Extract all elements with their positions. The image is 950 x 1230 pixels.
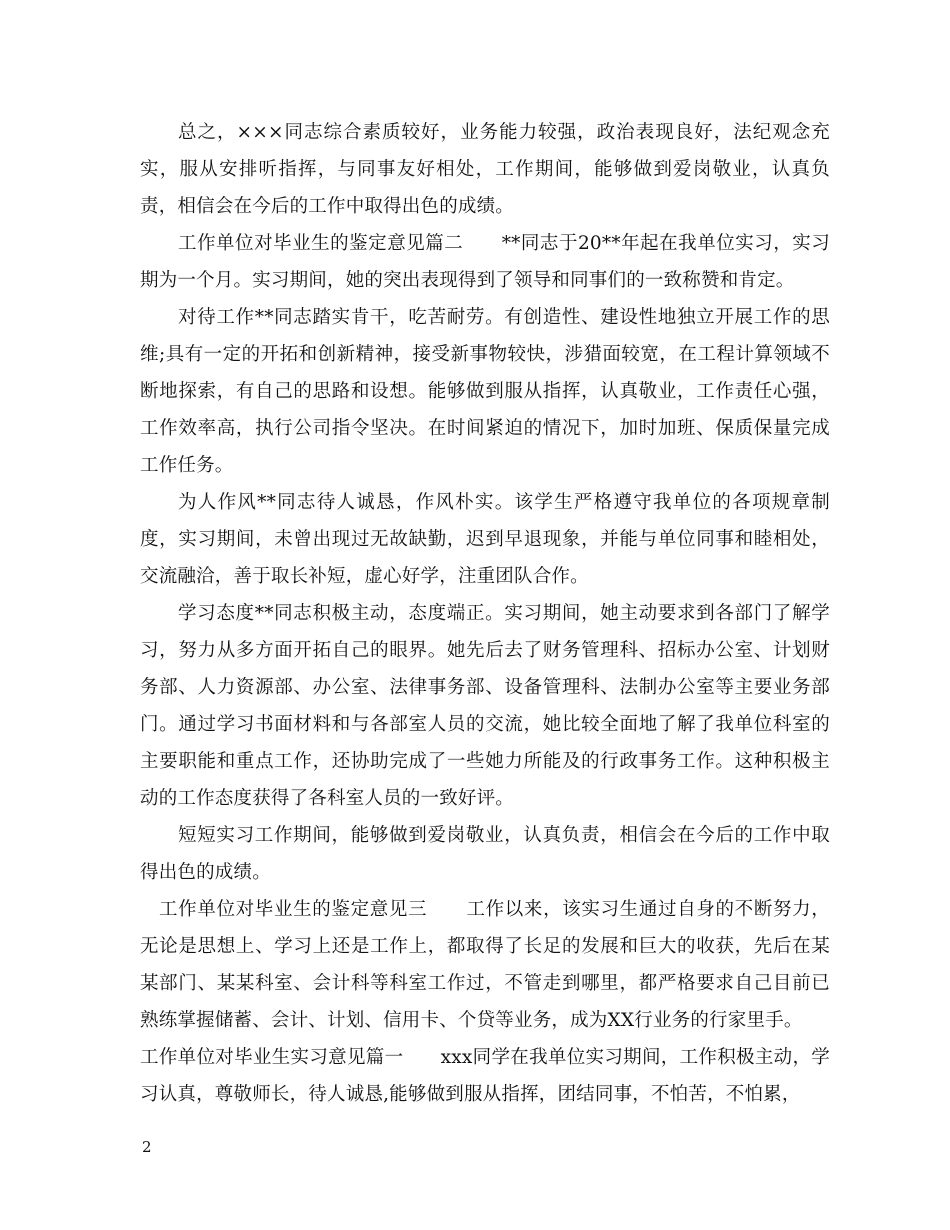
section-heading: 工作单位对毕业生的鉴定意见三 <box>159 899 428 920</box>
paragraph-personal-style <box>140 484 830 595</box>
paragraph-text: xxx同学在我单位实习期间，工作积极主动，学习认真，尊敬师长，待人诚恳,能够做到服从指挥，团结同事，不怕苦，不怕累， <box>140 1047 831 1105</box>
paragraph-text: 总之，×××同志综合素质较好，业务能力较强，政治表现良好，法纪观念充实，服从安排听指挥，与同事友好相处，工作期间，能够做到爱岗敬业，认真负责，相信会在今后的工作中取得出色的成绩。 <box>140 122 830 217</box>
section-heading: 工作单位对毕业生的鉴定意见篇二 <box>178 233 464 254</box>
paragraph-work-attitude <box>140 299 830 484</box>
document-body <box>140 114 830 1113</box>
paragraph-learning-attitude <box>140 595 830 817</box>
heading-gap <box>427 899 466 920</box>
heading-gap <box>463 233 501 254</box>
paragraph-text: 为人作风**同志待人诚恳，作风朴实。该学生严格遵守我单位的各项规章制度，实习期间，未曾出现过无故缺勤，迟到早退现象，并能与单位同事和睦相处，交流融洽，善于取长补短，虚心好学，注重团队合作。 <box>140 492 830 587</box>
paragraph-text: **同志于20**年起在我单位实习，实习期为一个月。实习期间，她的突出表现得到了领导和同事们的一致称赞和肯定。 <box>140 233 831 291</box>
paragraph-text: 对待工作**同志踏实肯干，吃苦耐劳。有创造性、建设性地独立开展工作的思维;具有一定的开拓和创新精神，接受新事物较快，涉猎面较宽，在工程计算领域不断地探索，有自己的思路和设想。能够做到服从指挥，认真敬业，工作责任心强，工作效率高，执行公司指令坚决。在时间紧迫的情况下，加时加班、保质保量完成工作任务。 <box>140 307 830 476</box>
paragraph-text: 工作以来，该实习生通过自身的不断努力，无论是思想上、学习上还是工作上，都取得了长足的发展和巨大的收获，先后在某某部门、某某科室、会计科等科室工作过，不管走到哪里，都严格要求自己目前已熟练掌握储蓄、会计、计划、信用卡、个贷等业务，成为XX行业务的行家里手。 <box>140 899 830 1031</box>
page-number: 2 <box>142 1138 152 1156</box>
paragraph-section-one <box>140 1039 830 1113</box>
paragraph-text: 学习态度**同志积极主动，态度端正。实习期间，她主动要求到各部门了解学习，努力从多方面开拓自己的眼界。她先后去了财务管理科、招标办公室、计划财务部、人力资源部、办公室、法律事务部、设备管理科、法制办公室等主要业务部门。通过学习书面材料和与各部室人员的交流，她比较全面地了解了我单位科室的主要职能和重点工作，还协助完成了一些她力所能及的行政事务工作。这种积极主动的工作态度获得了各科室人员的一致好评。 <box>140 603 830 809</box>
paragraph-conclusion <box>140 817 830 891</box>
section-heading: 工作单位对毕业生实习意见篇一 <box>140 1047 404 1068</box>
heading-gap <box>403 1047 440 1068</box>
paragraph-section-two <box>140 225 830 299</box>
paragraph-section-three <box>140 891 830 1039</box>
paragraph-text: 短短实习工作期间，能够做到爱岗敬业，认真负责，相信会在今后的工作中取得出色的成绩。 <box>140 825 830 883</box>
paragraph-summary <box>140 114 830 225</box>
